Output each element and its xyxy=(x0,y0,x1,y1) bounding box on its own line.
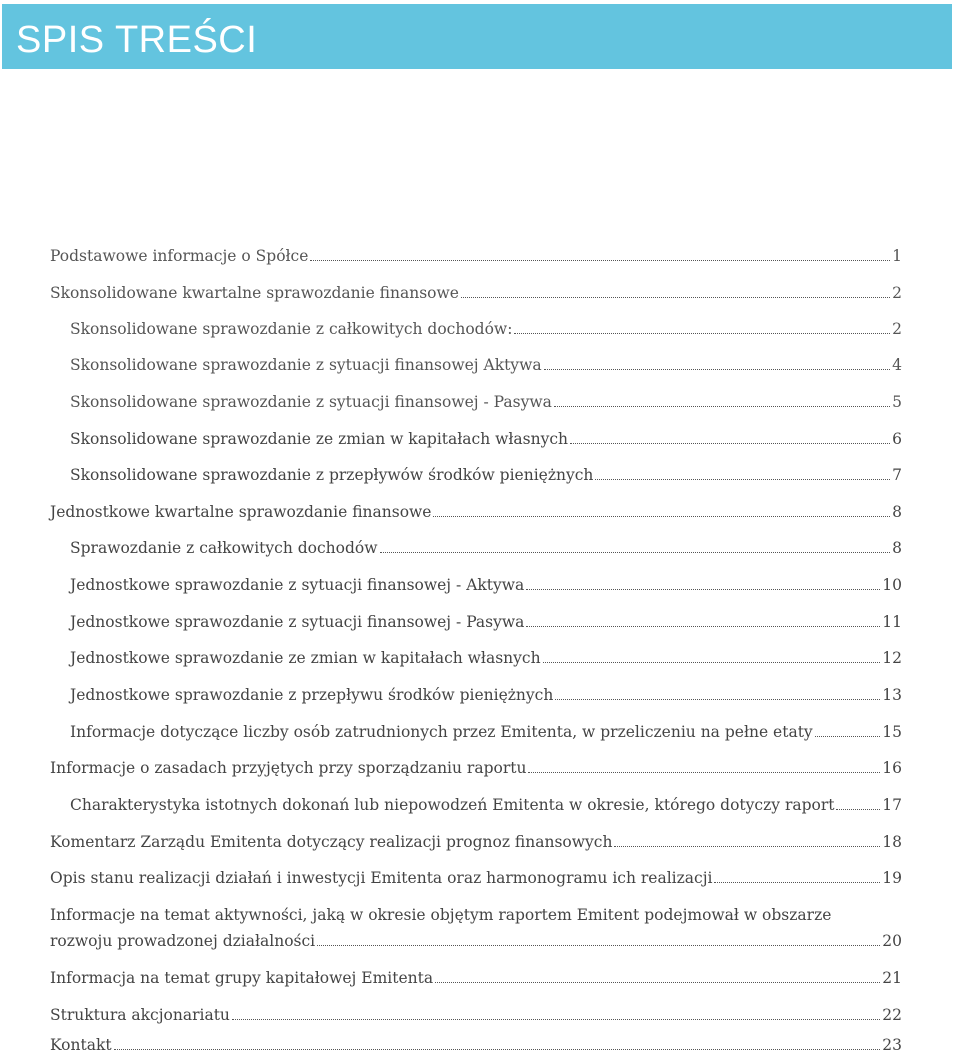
toc-entry-label: Skonsolidowane sprawozdanie z sytuacji finansowej - Pasywa xyxy=(70,393,552,411)
toc-entry-page: 15 xyxy=(882,723,902,741)
toc-entry-label: Struktura akcjonariatu xyxy=(50,1006,230,1024)
toc-leader xyxy=(815,736,881,737)
toc-entry[interactable] xyxy=(70,317,902,341)
toc-leader xyxy=(554,406,890,407)
toc-entry[interactable] xyxy=(50,902,902,956)
toc-entry[interactable] xyxy=(50,1033,902,1057)
toc-entry[interactable] xyxy=(70,463,902,487)
toc-entry[interactable] xyxy=(70,610,902,634)
toc-entry-label: Jednostkowe sprawozdanie z sytuacji finansowej - Aktywa xyxy=(70,576,525,594)
toc-entry-label: Informacje o zasadach przyjętych przy sporządzaniu raportu xyxy=(50,759,527,777)
toc-leader xyxy=(461,297,890,298)
toc-leader xyxy=(526,626,880,627)
toc-entry[interactable] xyxy=(50,244,902,268)
toc-entry-page: 23 xyxy=(882,1036,902,1054)
toc-entry-label: Sprawozdanie z całkowitych dochodów xyxy=(70,539,378,557)
toc-entry-label: Jednostkowe sprawozdanie ze zmian w kapitałach własnych xyxy=(70,649,541,667)
toc-leader xyxy=(514,333,890,334)
toc-leader xyxy=(380,552,891,553)
toc-entry[interactable] xyxy=(50,866,902,890)
toc-entry-label: Informacje dotyczące liczby osób zatrudnionych przez Emitenta, w przeliczeniu na pełne etaty xyxy=(70,723,813,741)
toc-entry-page: 22 xyxy=(882,1006,902,1024)
toc-entry-label: Jednostkowe kwartalne sprawozdanie finansowe xyxy=(50,503,432,521)
toc-entry-page: 11 xyxy=(882,613,902,631)
toc-entry-page: 18 xyxy=(882,833,902,851)
toc-entry-page: 1 xyxy=(892,247,902,265)
toc-leader xyxy=(543,662,881,663)
toc-leader xyxy=(435,982,880,983)
toc-entry-label-continued: rozwoju prowadzonej działalności xyxy=(50,932,316,950)
toc-entry-label: Skonsolidowane kwartalne sprawozdanie finansowe xyxy=(50,284,459,302)
toc-entry[interactable] xyxy=(70,793,902,817)
toc-entry[interactable] xyxy=(50,756,902,780)
toc-entry[interactable] xyxy=(70,573,902,597)
toc-entry[interactable] xyxy=(70,646,902,670)
toc-leader xyxy=(714,882,880,883)
toc-entry-label: Kontakt xyxy=(50,1036,112,1054)
toc-entry-page: 20 xyxy=(882,932,902,950)
toc-entry-line2 xyxy=(50,928,902,954)
toc-entry-page: 2 xyxy=(892,320,902,338)
toc-entry-label: Opis stanu realizacji działań i inwestycji Emitenta oraz harmonogramu ich realizacji xyxy=(50,869,713,887)
toc-leader xyxy=(433,516,890,517)
toc-entry-label: Jednostkowe sprawozdanie z przepływu środków pieniężnych xyxy=(70,686,554,704)
toc-entry-page: 10 xyxy=(882,576,902,594)
toc-entry[interactable] xyxy=(50,1003,902,1027)
toc-entry-page: 12 xyxy=(882,649,902,667)
toc-entry[interactable] xyxy=(70,353,902,377)
toc-entry-label: Skonsolidowane sprawozdanie z całkowitych dochodów: xyxy=(70,320,513,338)
toc-leader xyxy=(317,945,880,946)
toc-entry-page: 17 xyxy=(882,796,902,814)
toc-leader xyxy=(528,772,880,773)
toc-entry-label: Skonsolidowane sprawozdanie z przepływów środków pieniężnych xyxy=(70,466,594,484)
toc-entry-label: Informacje na temat aktywności, jaką w okresie objętym raportem Emitent podejmował w obszarze xyxy=(50,906,832,924)
toc-entry-page: 8 xyxy=(892,539,902,557)
toc-leader xyxy=(526,589,880,590)
toc-leader xyxy=(595,479,890,480)
toc-leader xyxy=(570,443,890,444)
toc-entry[interactable] xyxy=(50,966,902,990)
toc-entry[interactable] xyxy=(70,536,902,560)
toc-entry[interactable] xyxy=(50,500,902,524)
toc-entry[interactable] xyxy=(50,281,902,305)
toc-leader xyxy=(555,699,880,700)
toc-entry-page: 2 xyxy=(892,284,902,302)
toc-leader xyxy=(614,846,880,847)
toc-entry[interactable] xyxy=(50,830,902,854)
toc-entry-label: Informacja na temat grupy kapitałowej Emitenta xyxy=(50,969,434,987)
toc-entry-label: Jednostkowe sprawozdanie z sytuacji finansowej - Pasywa xyxy=(70,613,525,631)
toc-entry-label: Charakterystyka istotnych dokonań lub niepowodzeń Emitenta w okresie, którego dotyczy raport xyxy=(70,796,835,814)
toc-entry-page: 13 xyxy=(882,686,902,704)
toc-entry[interactable] xyxy=(70,390,902,414)
toc-entry-page: 5 xyxy=(892,393,902,411)
toc-entry-label: Skonsolidowane sprawozdanie ze zmian w kapitałach własnych xyxy=(70,430,569,448)
toc-entry[interactable] xyxy=(70,427,902,451)
toc-leader xyxy=(310,260,890,261)
toc-leader xyxy=(836,809,880,810)
toc-entry-page: 4 xyxy=(892,356,902,374)
toc-entry-page: 21 xyxy=(882,969,902,987)
toc-entry-page: 8 xyxy=(892,503,902,521)
toc-entry-label: Komentarz Zarządu Emitenta dotyczący realizacji prognoz finansowych xyxy=(50,833,613,851)
toc-entry-page: 7 xyxy=(892,466,902,484)
toc-entry[interactable] xyxy=(70,720,902,744)
toc-entry-page: 16 xyxy=(882,759,902,777)
toc-leader xyxy=(232,1019,880,1020)
toc-entry[interactable] xyxy=(70,683,902,707)
page-title: SPIS TREŚCI xyxy=(16,19,258,61)
toc-leader xyxy=(544,369,891,370)
toc-leader xyxy=(114,1049,881,1050)
toc-entry-label: Podstawowe informacje o Spółce xyxy=(50,247,309,265)
toc-entry-label: Skonsolidowane sprawozdanie z sytuacji finansowej Aktywa xyxy=(70,356,542,374)
toc-entry-page: 19 xyxy=(882,869,902,887)
toc-entry-page: 6 xyxy=(892,430,902,448)
